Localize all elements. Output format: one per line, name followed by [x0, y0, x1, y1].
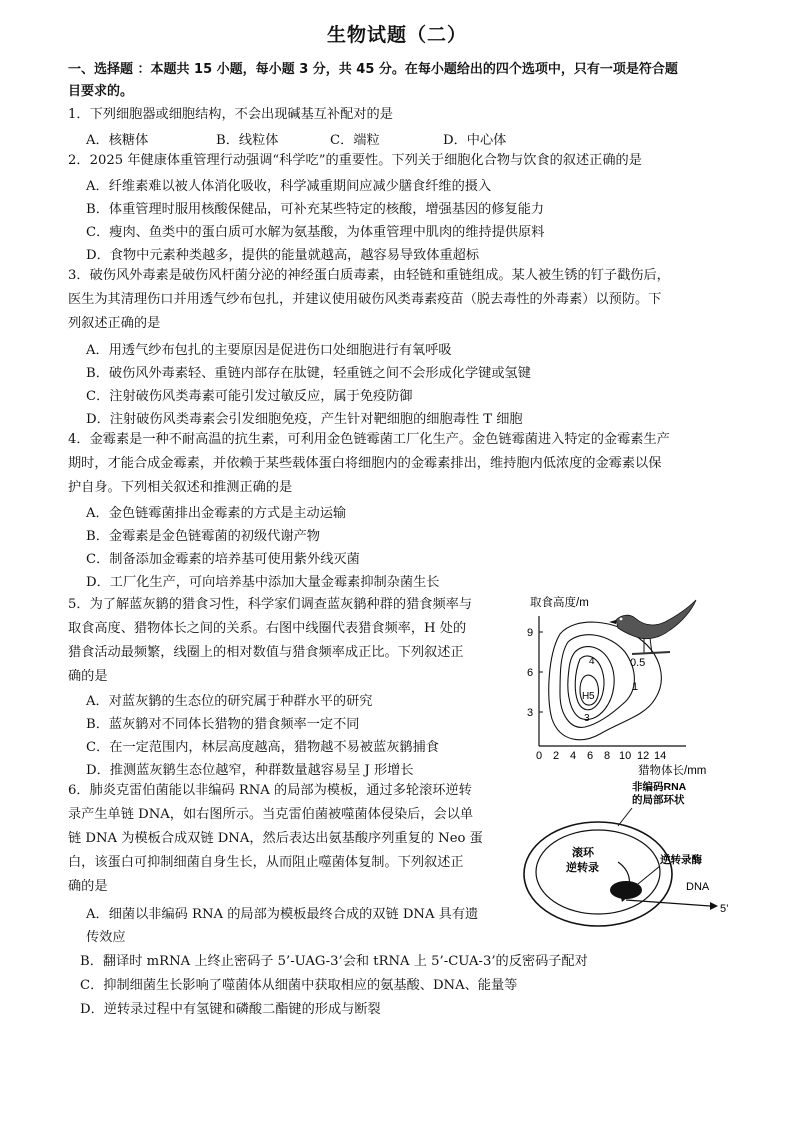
contour-label-0.5: 0.5: [630, 657, 646, 669]
q1-option-d[interactable]: D．中心体: [443, 133, 507, 148]
chart-x-tick-12: 12: [637, 750, 650, 762]
fig2-label-rna-line2: 的局部环状: [632, 794, 685, 806]
q6-stem-line5: 确的是: [68, 879, 108, 894]
contour-label-4: 4: [589, 656, 595, 667]
fig2-pointer-enzyme: [638, 866, 660, 884]
q2-option-d[interactable]: D．食物中元素种类越多，提供的能量就越高，越容易导致体重超标: [86, 248, 480, 263]
q5-option-b[interactable]: B．蓝灰鹟对不同体长猎物的猎食频率一定不同: [86, 717, 360, 732]
fig2-label-rna-line1: 非编码RNA: [632, 781, 687, 793]
q6-option-d[interactable]: D．逆转录过程中有氢键和磷酸二酯键的形成与断裂: [80, 1002, 381, 1017]
q4-option-d[interactable]: D．工厂化生产，可向培养基中添加大量金霉素抑制杂菌生长: [86, 575, 440, 590]
q6-option-b[interactable]: B．翻译时 mRNA 上终止密码子 5’-UAG-3’会和 tRNA 上 5’-CUA-3’的反密码子配对: [80, 954, 588, 969]
chart-x-tick-14: 14: [654, 750, 667, 762]
q6-stem-line3: 链 DNA 为模板合成双链 DNA，然后表达出氨基酸序列重复的 Neo 蛋: [68, 831, 483, 846]
fig2-label-enzyme: 逆转录酶: [660, 854, 702, 866]
q6-option-c[interactable]: C．抑制细菌生长影响了噬菌体从细菌中获取相应的氨基酸、DNA、能量等: [80, 978, 518, 993]
chart-y-tick-6: 6: [527, 667, 534, 679]
q5-stem-line2: 取食高度、猎物体长之间的关系。右图中线圈代表猎食频率，H 处的: [68, 621, 467, 636]
chart-ylabel: 取食高度/m: [530, 597, 589, 609]
chart-x-tick-8: 8: [604, 750, 611, 762]
chart-x-tick-4: 4: [570, 750, 577, 762]
q2-option-c[interactable]: C．瘦肉、鱼类中的蛋白质可水解为氨基酸，为体重管理中肌肉的维持提供原料: [86, 225, 545, 240]
q1-option-a[interactable]: A．核糖体: [86, 133, 149, 148]
q5-stem-line3: 猎食活动最频繁，线圈上的相对数值与猎食频率成正比。下列叙述正: [68, 645, 464, 660]
page-title: 生物试题（二）: [326, 24, 467, 46]
chart-y-tick-9: 9: [527, 627, 534, 639]
chart-x-tick-2: 2: [553, 750, 560, 762]
q6-stem-line4: 白，该蛋白可抑制细菌自身生长，从而阻止噬菌体复制。下列叙述正: [68, 855, 464, 870]
section-header-line1: 一、选择题 ：本题共 15 小题，每小题 3 分，共 45 分。在每小题给出的四个选项中，只有一项是符合题: [68, 62, 678, 77]
q6-option-a-line2: 传效应: [86, 930, 126, 945]
contour-label-1: 1: [632, 681, 639, 693]
contour-label-5: 5: [589, 691, 595, 702]
q4-stem-line3: 护自身。下列相关叙述和推测正确的是: [68, 480, 293, 495]
contour-label-3: 3: [584, 713, 590, 724]
q6-stem-line2: 录产生单链 DNA，如右图所示。当克雷伯菌被噬菌体侵染后，会以单: [68, 807, 474, 822]
chart-x-tick-6: 6: [587, 750, 594, 762]
q2-option-b[interactable]: B．体重管理时服用核酸保健品，可补充某些特定的核酸，增强基因的修复能力: [86, 202, 545, 217]
chart-y-tick-3: 3: [527, 707, 534, 719]
q5-option-a[interactable]: A．对蓝灰鹟的生态位的研究属于种群水平的研究: [86, 694, 373, 709]
q3-stem-line2: 医生为其清理伤口并用透气纱布包扎，并建议使用破伤风类毒素疫苗（脱去毒性的外毒素）以预防。下: [68, 292, 662, 307]
q5-contour-chart: [520, 594, 730, 778]
q1-stem: 1．下列细胞器或细胞结构，不会出现碱基互补配对的是: [68, 107, 393, 122]
fig2-label-rolling-line2: 逆转录: [566, 862, 599, 874]
fig2-dna-arrowhead: [710, 902, 718, 910]
fig2-label-5prime: 5’: [720, 903, 729, 915]
contour-label-H: H: [582, 691, 590, 702]
q3-stem-line3: 列叙述正确的是: [68, 316, 161, 331]
chart-xlabel: 猎物体长/mm: [638, 765, 707, 777]
q1-option-b[interactable]: B．线粒体: [216, 133, 279, 148]
fig2-label-dna: DNA: [686, 881, 710, 893]
q2-stem: 2．2025 年健康体重管理行动强调“科学吃”的重要性。下列关于细胞化合物与饮食的叙述正确的是: [68, 153, 642, 168]
fig2-pointer-rna: [618, 808, 632, 826]
section-header-line2: 目要求的。: [68, 84, 134, 99]
q3-stem-line1: 3．破伤风外毒素是破伤风杆菌分泌的神经蛋白质毒素，由轻链和重链组成。某人被生锈的钉子戳伤后，: [68, 268, 670, 283]
q6-rolling-circle-figure: [520, 778, 736, 928]
q4-option-b[interactable]: B．金霉素是金色链霉菌的初级代谢产物: [86, 529, 320, 544]
fig2-label-rolling-line1: 滚环: [572, 847, 594, 859]
q4-option-c[interactable]: C．制备添加金霉素的培养基可使用紫外线灭菌: [86, 552, 360, 567]
q4-stem-line2: 期时，才能合成金霉素，并依赖于某些载体蛋白将细胞内的金霉素排出，维持胞内低浓度的金霉素以保: [68, 456, 662, 471]
q5-option-c[interactable]: C．在一定范围内，林层高度越高，猎物越不易被蓝灰鹟捕食: [86, 740, 439, 755]
chart-x-tick-10: 10: [619, 750, 632, 762]
q1-option-c[interactable]: C．端粒: [330, 133, 380, 148]
q6-stem-line1: 6．肺炎克雷伯菌能以非编码 RNA 的局部为模板，通过多轮滚环逆转: [68, 783, 472, 798]
q4-option-a[interactable]: A．金色链霉菌排出金霉素的方式是主动运输: [86, 506, 347, 521]
q5-stem-line1: 5．为了解蓝灰鹟的猎食习性，科学家们调查蓝灰鹟种群的猎食频率与: [68, 597, 473, 612]
q3-option-c[interactable]: C．注射破伤风类毒素可能引发过敏反应，属于免疫防御: [86, 389, 413, 404]
fig2-dna-strand: [626, 900, 710, 906]
q5-stem-line4: 确的是: [68, 669, 108, 684]
q3-option-a[interactable]: A．用透气纱布包扎的主要原因是促进伤口处细胞进行有氧呼吸: [86, 343, 452, 358]
q6-option-a-line1[interactable]: A．细菌以非编码 RNA 的局部为模板最终合成的双链 DNA 具有遗: [86, 907, 479, 922]
q3-option-b[interactable]: B．破伤风外毒素轻、重链内部存在肽键，轻重链之间不会形成化学键或氢键: [86, 366, 531, 381]
q2-option-a[interactable]: A．纤维素难以被人体消化吸收，科学减重期间应减少膳食纤维的摄入: [86, 179, 492, 194]
chart-x-tick-0: 0: [536, 750, 543, 762]
q3-option-d[interactable]: D．注射破伤风类毒素会引发细胞免疫，产生针对靶细胞的细胞毒性 T 细胞: [86, 412, 523, 427]
q4-stem-line1: 4．金霉素是一种不耐高温的抗生素，可利用金色链霉菌工厂化生产。金色链霉菌进入特定的金霉素生产: [68, 432, 670, 447]
bird-illustration: [609, 600, 696, 654]
q5-option-d[interactable]: D．推测蓝灰鹟生态位越窄，种群数量越容易呈 J 形增长: [86, 763, 414, 778]
fig2-enzyme-blob: [610, 881, 642, 899]
